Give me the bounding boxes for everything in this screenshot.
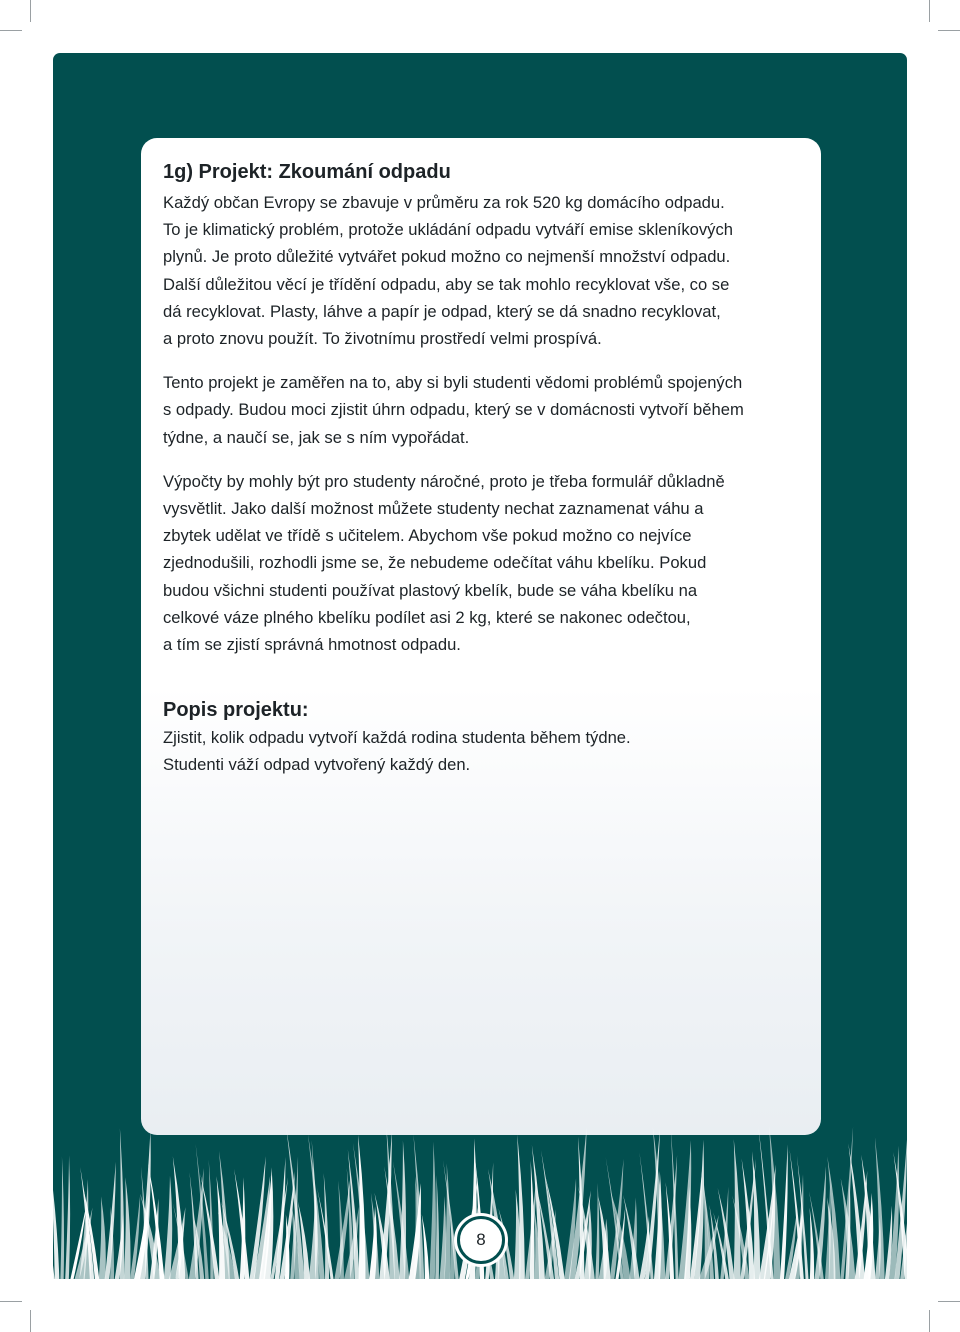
grass-blade [164, 1176, 172, 1279]
goal-paragraph: Tento projekt je zaměřen na to, aby si byli studenti vědomi problémů spojených s odpady. Budou moci zjistit úhrn odpadu, který se v domácnosti vytvoří během týdne, a naučí se, jak se s ním vypořádat. [163, 373, 744, 447]
project-heading: Popis projektu: [163, 699, 309, 722]
calculation-paragraph: Výpočty by mohly být pro studenty náročné, proto je třeba formulář důkladně vysvětlit. Jako další možnost můžete studenty nechat zaznamenat váhu a zbytek udělat ve třídě s učitelem. Abychom vše pokud možno co nejvíce zjednodušili, rozhodli jsme se, že nebudeme odečítat váhu kbelíku. Pokud budou všichni studenti používat plastový kbelík, bude se váha kbelíku na celkové váze plného kbelíku podílet asi 2 kg, které se nakonec odečtou, a tím se zjistí správná hmotnost odpadu. [163, 471, 725, 655]
grass-blade [595, 1183, 599, 1279]
grass-blade [124, 1177, 131, 1279]
content-column [163, 158, 803, 779]
project-description: Zjistit, kolik odpadu vytvoří každá rodina studenta během týdne. Studenti váží odpad vytvořený každý den. [163, 728, 631, 775]
grass-blade [875, 1137, 885, 1279]
grass-blade [734, 1139, 741, 1279]
grass-blade [53, 1163, 59, 1279]
crop-mark-bottom-left [30, 1310, 31, 1332]
crop-mark-top-right [929, 0, 930, 22]
grass-blade [598, 1196, 610, 1279]
grass-blade [60, 1157, 64, 1279]
grass-blade [780, 1144, 788, 1279]
crop-mark-bottom-left-h [0, 1301, 22, 1302]
intro-paragraph: Každý občan Evropy se zbavuje v průměru za rok 520 kg domácího odpadu. To je klimatický problém, protože ukládání odpadu vytváří emise skleníkových plynů. Je proto důležité vytvářet pokud možno co nejmenší množství odpadu. Další důležitou věcí je třídění odpadu, aby se tak mohlo recyklovat vše, co se dá recyklovat. Plasty, láhve a papír je odpad, který se dá snadno recyklovat, a proto znovu použít. To životnímu prostředí velmi prospívá. [163, 193, 733, 349]
page-number: 8 [457, 1216, 505, 1264]
grass-blade [105, 1162, 116, 1279]
grass-blade [120, 1128, 124, 1279]
grass-blade [429, 1142, 436, 1279]
section-title: 1g) Projekt: Zkoumání odpadu [163, 161, 451, 183]
crop-mark-bottom-right-h [938, 1301, 960, 1302]
crop-mark-top-left-h [0, 30, 22, 31]
crop-mark-top-right-h [938, 30, 960, 31]
crop-mark-top-left [30, 0, 31, 22]
grass-blade [530, 1161, 535, 1279]
grass-blade [99, 1196, 106, 1279]
crop-mark-bottom-right [929, 1310, 930, 1332]
grass-blade [65, 1155, 70, 1279]
